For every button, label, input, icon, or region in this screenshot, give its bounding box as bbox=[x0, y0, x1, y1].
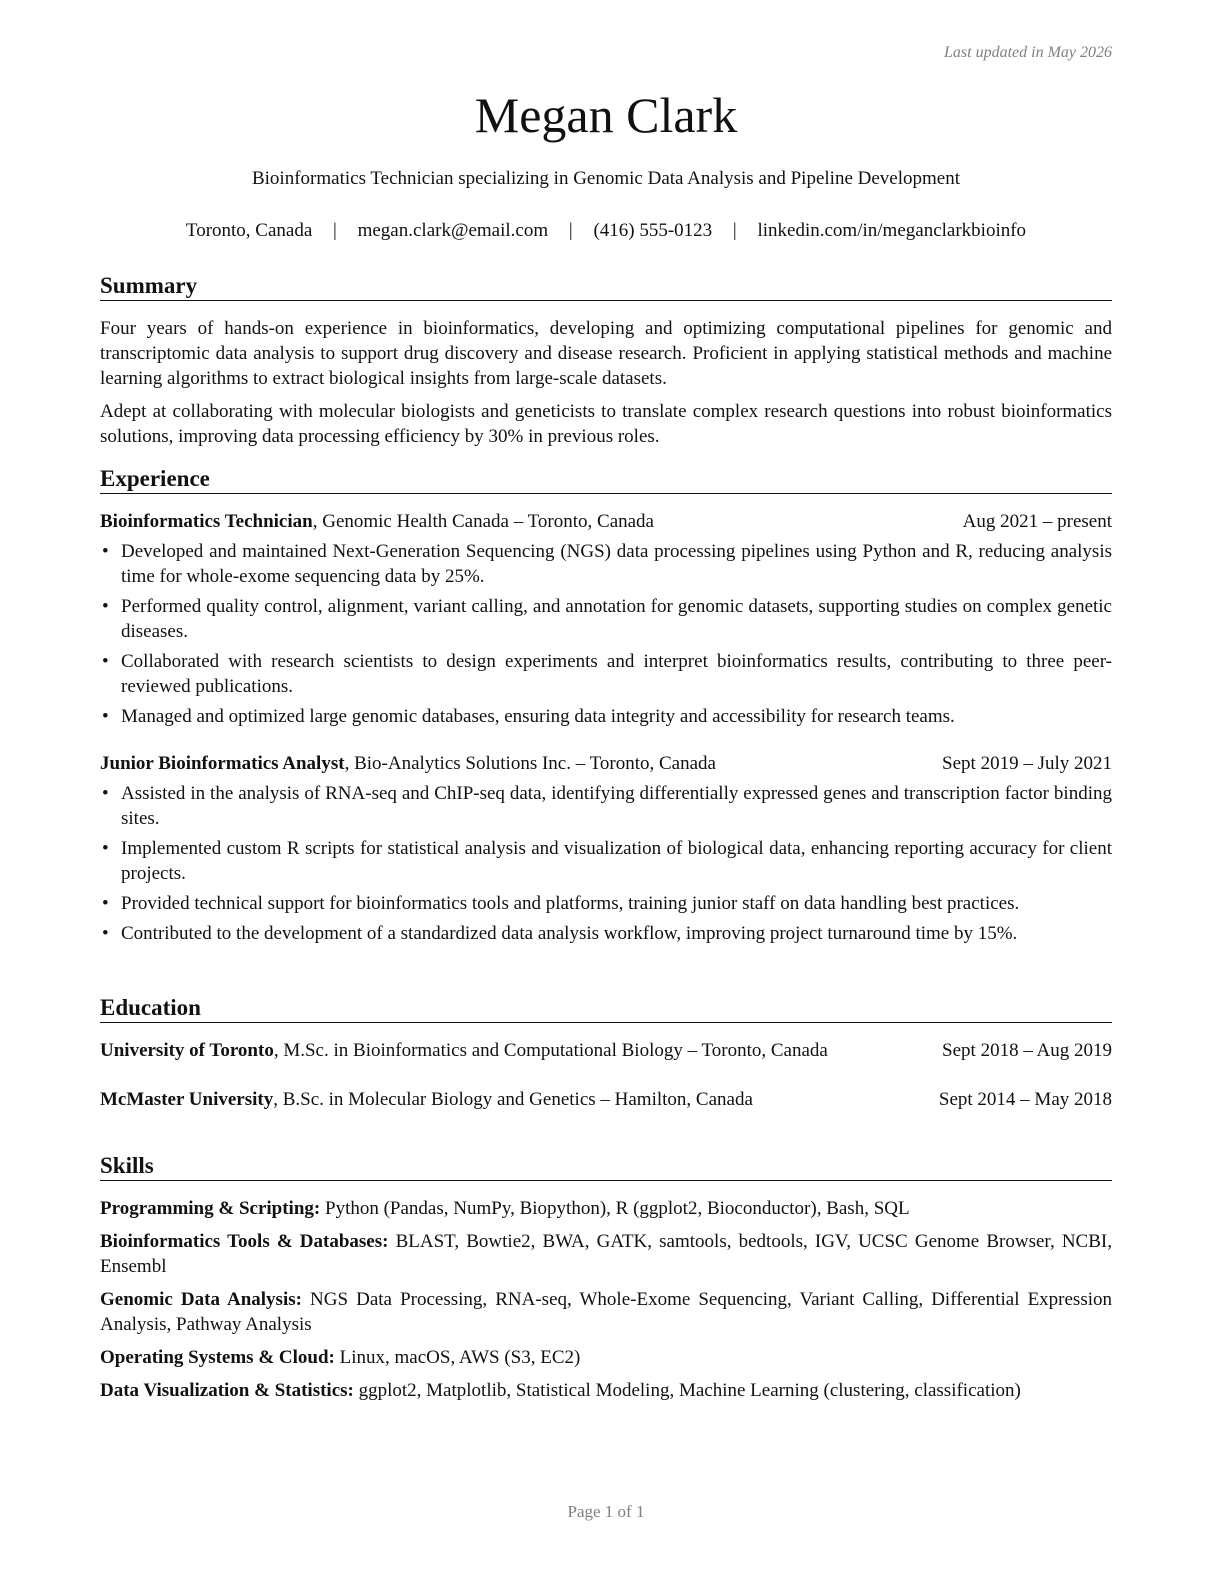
education-dates: Sept 2014 – May 2018 bbox=[938, 1089, 1112, 1110]
job-bullet: • Collaborated with research scientists to design experiments and interpret bioinformatics results, contributing to three peer-reviewed publications. bbox=[100, 649, 1112, 699]
section-title-summary: Summary bbox=[100, 272, 1112, 301]
experience-section bbox=[100, 465, 1112, 951]
job-role: Bioinformatics Technician bbox=[100, 511, 313, 532]
job-dates: Aug 2021 – present bbox=[962, 511, 1112, 532]
skill-item bbox=[100, 1378, 1112, 1403]
job-bullet: • Managed and optimized large genomic databases, ensuring data integrity and accessibility for research teams. bbox=[100, 704, 1112, 729]
section-title-experience: Experience bbox=[100, 465, 1112, 494]
contact-phone[interactable]: (416) 555-0123 bbox=[593, 220, 713, 241]
job-bullet: • Implemented custom R scripts for statistical analysis and visualization of biological data, enhancing reporting accuracy for client projects. bbox=[100, 836, 1112, 886]
skill-item bbox=[100, 1345, 1112, 1370]
contact-separator: | bbox=[732, 220, 737, 241]
skill-value: NGS Data Processing, RNA-seq, Whole-Exome Sequencing, Variant Calling, Differential Expression Analysis, Pathway Analysis bbox=[100, 1289, 1112, 1335]
job-bullet: • Assisted in the analysis of RNA-seq and ChIP-seq data, identifying differentially expressed genes and transcription factor binding sites. bbox=[100, 781, 1112, 831]
education-detail: , B.Sc. in Molecular Biology and Genetics – Hamilton, Canada bbox=[273, 1089, 753, 1110]
candidate-name: Megan Clark bbox=[474, 87, 738, 143]
skill-label: Bioinformatics Tools & Databases: bbox=[100, 1231, 389, 1252]
education-section bbox=[100, 994, 1112, 1112]
summary-paragraph: Adept at collaborating with molecular biologists and geneticists to translate complex research questions into robust bioinformatics solutions, improving data processing efficiency by 30% in previous roles. bbox=[100, 401, 1112, 447]
job-org: , Bio-Analytics Solutions Inc. – Toronto, Canada bbox=[344, 753, 716, 774]
education-school: University of Toronto bbox=[100, 1040, 274, 1061]
education-dates: Sept 2018 – Aug 2019 bbox=[942, 1040, 1112, 1061]
education-line bbox=[100, 1087, 939, 1112]
job-bullet: • Provided technical support for bioinformatics tools and platforms, training junior staff on data handling best practices. bbox=[100, 891, 1112, 916]
skill-label: Programming & Scripting: bbox=[100, 1198, 321, 1219]
skill-item bbox=[100, 1287, 1112, 1337]
section-title-skills: Skills bbox=[100, 1152, 1112, 1181]
section-title-education: Education bbox=[100, 994, 1112, 1023]
job-role: Junior Bioinformatics Analyst bbox=[100, 753, 345, 774]
education-detail: , M.Sc. in Bioinformatics and Computational Biology – Toronto, Canada bbox=[273, 1040, 828, 1061]
job-title-line bbox=[100, 751, 942, 776]
job-dates: Sept 2019 – July 2021 bbox=[942, 753, 1112, 774]
summary-section bbox=[100, 272, 1112, 449]
summary-paragraph: Four years of hands-on experience in bioinformatics, developing and optimizing computational pipelines for genomic and transcriptomic data analysis to support drug discovery and disease research. Proficient in applying statistical methods and machine learning algorithms to extract biological insights from large-scale datasets. bbox=[100, 318, 1112, 389]
job-bullets bbox=[100, 781, 1112, 946]
job-bullet: • Performed quality control, alignment, variant calling, and annotation for genomic datasets, supporting studies on complex genetic diseases. bbox=[100, 594, 1112, 644]
job-bullets bbox=[100, 539, 1112, 729]
contact-line bbox=[100, 220, 1112, 242]
job-entry bbox=[100, 751, 1112, 946]
skill-value: Linux, macOS, AWS (S3, EC2) bbox=[334, 1347, 581, 1368]
contact-linkedin[interactable]: linkedin.com/in/meganclarkbioinfo bbox=[757, 220, 1027, 241]
contact-separator: | bbox=[333, 220, 337, 241]
contact-location: Toronto, Canada bbox=[185, 220, 313, 241]
skill-value: BLAST, Bowtie2, BWA, GATK, samtools, bedtools, IGV, UCSC Genome Browser, NCBI, Ensembl bbox=[100, 1231, 1112, 1277]
last-updated-note: Last updated in May 2026 bbox=[944, 44, 1112, 61]
education-entry bbox=[100, 1038, 1112, 1063]
skill-value: Python (Pandas, NumPy, Biopython), R (ggplot2, Bioconductor), Bash, SQL bbox=[320, 1198, 910, 1219]
skill-label: Operating Systems & Cloud: bbox=[100, 1347, 335, 1368]
skills-section bbox=[100, 1152, 1112, 1411]
education-line bbox=[100, 1038, 942, 1063]
job-entry bbox=[100, 509, 1112, 729]
job-header bbox=[100, 751, 1112, 776]
job-title-line bbox=[100, 509, 963, 534]
contact-separator: | bbox=[568, 220, 573, 241]
job-bullet: • Contributed to the development of a standardized data analysis workflow, improving project turnaround time by 15%. bbox=[100, 921, 1112, 946]
education-school: McMaster University bbox=[100, 1089, 274, 1110]
tagline: Bioinformatics Technician specializing in Genomic Data Analysis and Pipeline Development bbox=[251, 168, 960, 189]
skill-label: Genomic Data Analysis: bbox=[100, 1289, 302, 1310]
contact-email[interactable]: megan.clark@email.com bbox=[357, 220, 549, 241]
skill-value: ggplot2, Matplotlib, Statistical Modeling, Machine Learning (clustering, classification) bbox=[353, 1380, 1021, 1401]
skill-item bbox=[100, 1229, 1112, 1279]
education-entry bbox=[100, 1087, 1112, 1112]
job-bullet: • Developed and maintained Next-Generation Sequencing (NGS) data processing pipelines using Python and R, reducing analysis time for whole-exome sequencing data by 25%. bbox=[100, 539, 1112, 589]
job-org: , Genomic Health Canada – Toronto, Canada bbox=[312, 511, 654, 532]
job-header bbox=[100, 509, 1112, 534]
resume-page bbox=[100, 0, 1112, 1584]
page-number: Page 1 of 1 bbox=[567, 1502, 645, 1521]
skill-label: Data Visualization & Statistics: bbox=[100, 1380, 354, 1401]
skill-item bbox=[100, 1196, 1112, 1221]
